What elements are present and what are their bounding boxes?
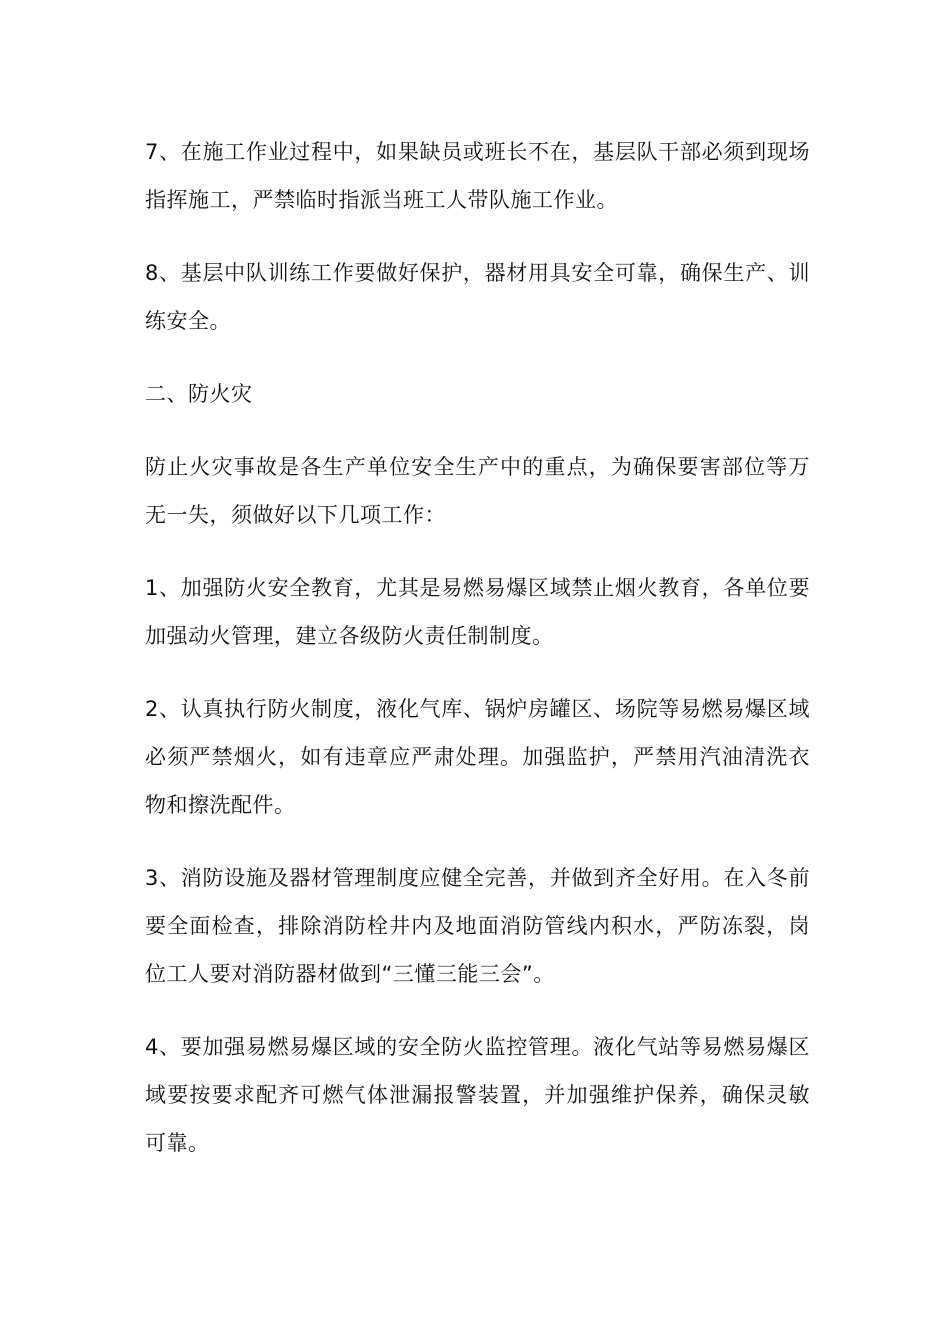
paragraph-item-4: 4、要加强易燃易爆区域的安全防火监控管理。液化气站等易燃易爆区域要按要求配齐可燃气体泄漏报警装置，并加强维护保养，确保灵敏可靠。 [145, 1035, 810, 1155]
paragraph-item-1: 1、加强防火安全教育，尤其是易燃易爆区域禁止烟火教育，各单位要加强动火管理，建立各级防火责任制制度。 [145, 576, 810, 648]
paragraph-item-2: 2、认真执行防火制度，液化气库、锅炉房罐区、场院等易燃易爆区域必须严禁烟火，如有违章应严肃处理。加强监护，严禁用汽油清洗衣物和擦洗配件。 [145, 697, 810, 817]
paragraph-item-7: 7、在施工作业过程中，如果缺员或班长不在，基层队干部必须到现场指挥施工，严禁临时指派当班工人带队施工作业。 [145, 140, 810, 212]
document-body [145, 128, 810, 1192]
section-heading-fire-prevention: 二、防火灾 [145, 382, 253, 406]
section-intro-paragraph: 防止火灾事故是各生产单位安全生产中的重点，为确保要害部位等万无一失，须做好以下几项工作： [145, 455, 810, 527]
paragraph-item-8: 8、基层中队训练工作要做好保护，器材用具安全可靠，确保生产、训练安全。 [145, 261, 810, 333]
paragraph-item-3: 3、消防设施及器材管理制度应健全完善，并做到齐全好用。在入冬前要全面检查，排除消防栓井内及地面消防管线内积水，严防冻裂，岗位工人要对消防器材做到“三懂三能三会”。 [145, 866, 810, 986]
